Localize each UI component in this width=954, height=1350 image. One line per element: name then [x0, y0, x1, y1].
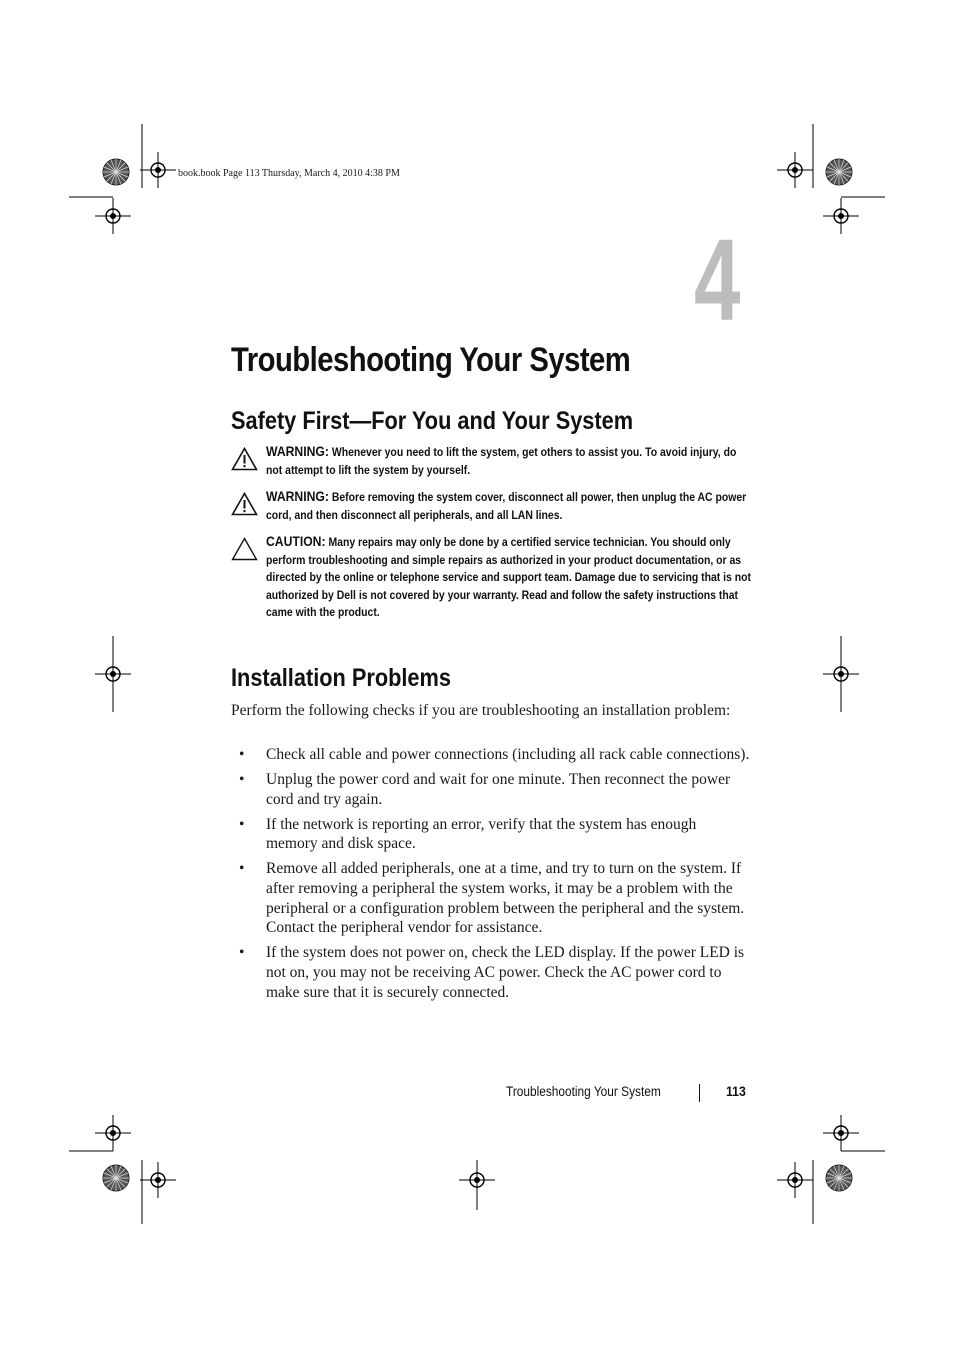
print-slug-line: book.book Page 113 Thursday, March 4, 2010 4:38 PM: [178, 168, 400, 179]
footer-running-title: Troubleshooting Your System: [506, 1084, 661, 1099]
list-item: [231, 745, 751, 765]
list-item: [231, 859, 751, 937]
list-item-text: Check all cable and power connections (including all rack cable connections).: [266, 746, 750, 763]
section-heading-safety: Safety First—For You and Your System: [231, 407, 634, 435]
warning-triangle-icon: [231, 447, 258, 471]
list-item-text: If the system does not power on, check the LED display. If the power LED is not on, you may not be receiving AC power. Check the AC power cord to make sure that it is securely connected.: [266, 944, 745, 1001]
footer-divider: [699, 1084, 700, 1102]
list-item-text: Unplug the power cord and wait for one minute. Then reconnect the power cord and try again.: [266, 771, 731, 808]
list-item-text: If the network is reporting an error, verify that the system has enough memory and disk space.: [266, 815, 697, 853]
notice-label: WARNING:: [266, 488, 329, 504]
chapter-number: 4: [694, 215, 741, 345]
chapter-title: Troubleshooting Your System: [231, 341, 631, 379]
caution-triangle-icon: [231, 537, 258, 561]
bullet-icon: •: [239, 746, 245, 763]
notice-text: Many repairs may only be done by a certified service technician. You should only perform troubleshooting and simple repairs as authorized in your product documentation, or as directed by the online or telephone service and support team. Damage due to servicing that is not authorized by Dell is not covered by your warranty. Read and follow the safety instructions that came with the product.: [266, 535, 751, 620]
warning-triangle-icon: [231, 492, 258, 516]
bullet-icon: •: [239, 771, 245, 789]
bullet-icon: •: [239, 944, 245, 962]
notice-text: Whenever you need to lift the system, get others to assist you. To avoid injury, do not attempt to lift the system by yourself.: [266, 445, 737, 477]
notice-label: CAUTION:: [266, 533, 326, 549]
bullet-icon: •: [239, 815, 245, 833]
notice-label: WARNING:: [266, 443, 329, 459]
installation-intro: Perform the following checks if you are troubleshooting an installation problem:: [231, 702, 731, 719]
section-heading-installation: Installation Problems: [231, 664, 451, 692]
list-item: [231, 770, 751, 809]
list-item: [231, 943, 751, 1002]
list-item-text: Remove all added peripherals, one at a time, and try to turn on the system. If after removing a peripheral the system works, it may be a problem with the peripheral or a configuration problem between the peripheral and the system. Contact the peripheral vendor for assistance.: [266, 860, 745, 937]
page-number: 113: [726, 1083, 746, 1099]
list-item: [231, 815, 751, 854]
bullet-icon: •: [239, 860, 245, 878]
installation-checklist: [231, 745, 751, 1008]
notice-text: Before removing the system cover, disconnect all power, then unplug the AC power cord, and then disconnect all peripherals, and all LAN lines.: [266, 490, 747, 522]
